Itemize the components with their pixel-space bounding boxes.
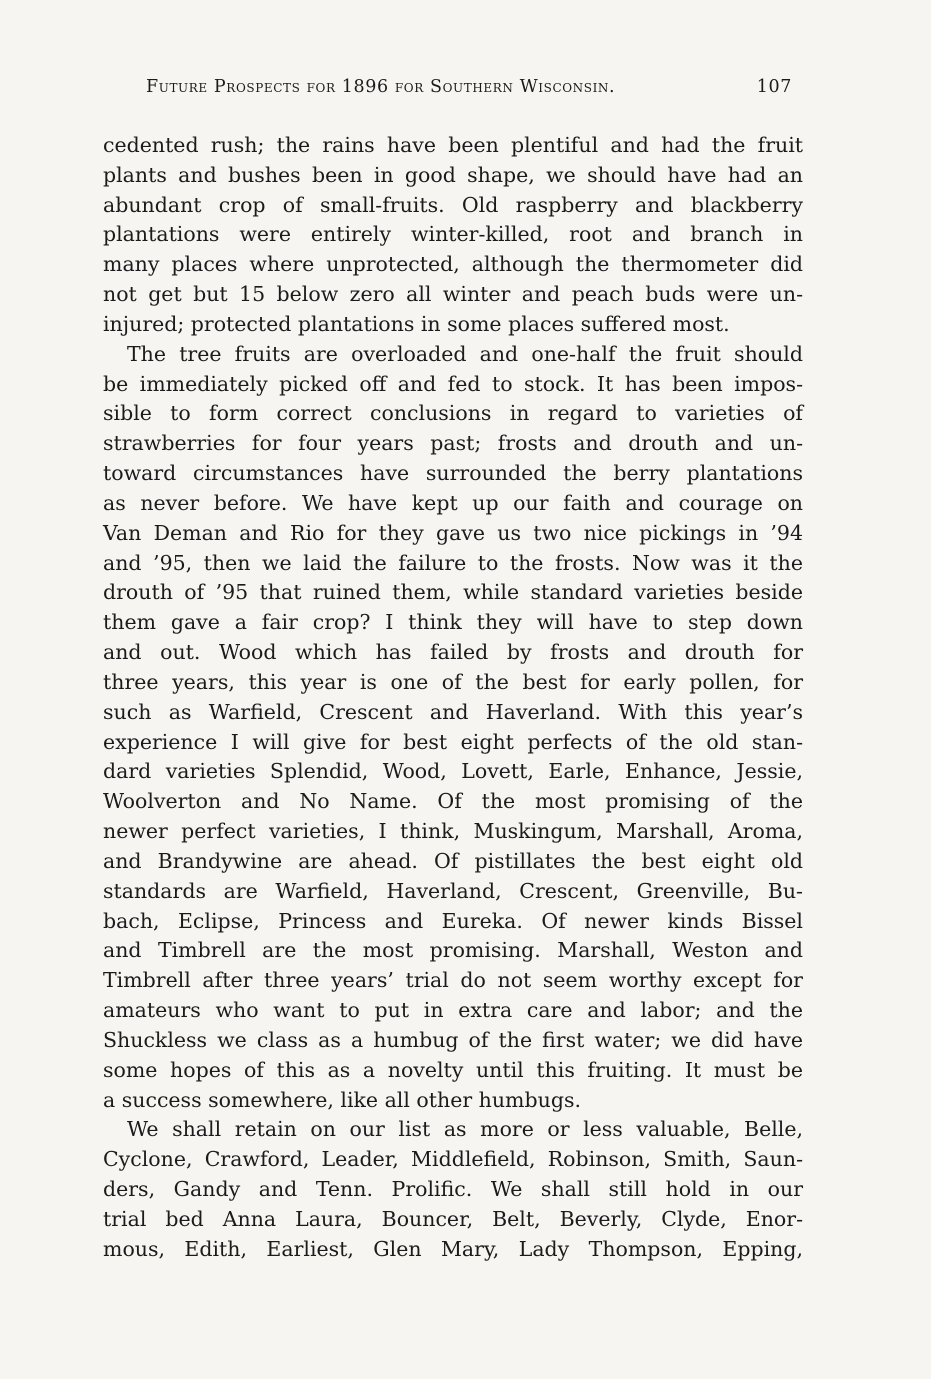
text-line: as never before. We have kept up our faith and courage on [103, 490, 803, 515]
text-line: drouth of ’95 that ruined them, while standard varieties beside [103, 580, 803, 605]
text-line: strawberries for four years past; frosts and drouth and un- [103, 431, 803, 456]
text-line: plants and bushes been in good shape, we should have had an [103, 162, 803, 187]
text-line: them gave a fair crop? I think they will have to step down [103, 610, 803, 635]
text-line: experience I will give for best eight perfects of the old stan- [103, 729, 803, 754]
text-line: plantations were entirely winter-killed, root and branch in [103, 222, 803, 247]
text-line: injured; protected plantations in some places suffered most. [103, 311, 730, 336]
text-line: newer perfect varieties, I think, Muskingum, Marshall, Aroma, [103, 819, 803, 844]
text-line: be immediately picked off and fed to stock. It has been impos- [103, 371, 803, 396]
text-line: Timbrell after three years’ trial do not seem worthy except for [103, 968, 803, 993]
text-line: mous, Edith, Earliest, Glen Mary, Lady Thompson, Epping, [103, 1236, 803, 1261]
text-line: bach, Eclipse, Princess and Eureka. Of newer kinds Bissel [103, 908, 803, 933]
text-line: a success somewhere, like all other humbugs. [103, 1087, 581, 1112]
text-line: and out. Wood which has failed by frosts and drouth for [103, 640, 803, 665]
page-number: 107 [756, 77, 792, 97]
text-line: Shuckless we class as a humbug of the first water; we did have [103, 1027, 803, 1052]
text-line: Woolverton and No Name. Of the most promising of the [103, 789, 803, 814]
text-line: three years, this year is one of the best for early pollen, for [103, 669, 803, 694]
text-line: cedented rush; the rains have been plentiful and had the fruit [103, 133, 803, 157]
text-line: ders, Gandy and Tenn. Prolific. We shall still hold in our [103, 1176, 803, 1201]
text-line: amateurs who want to put in extra care and labor; and the [103, 998, 803, 1023]
text-line: and Timbrell are the most promising. Marshall, Weston and [103, 938, 803, 963]
text-line: standards are Warfield, Haverland, Crescent, Greenville, Bu- [103, 878, 803, 903]
text-line: some hopes of this as a novelty until this fruiting. It must be [103, 1057, 803, 1082]
text-line: and Brandywine are ahead. Of pistillates the best eight old [103, 848, 803, 873]
text-line: dard varieties Splendid, Wood, Lovett, Earle, Enhance, Jessie, [103, 759, 803, 784]
text-line: Cyclone, Crawford, Leader, Middlefield, Robinson, Smith, Saun- [103, 1147, 803, 1172]
running-head-title: Future Prospects for 1896 for Southern Wisconsin. [146, 77, 616, 97]
text-line: and ’95, then we laid the failure to the frosts. Now was it the [103, 550, 803, 575]
text-line: many places where unprotected, although the thermometer did [103, 252, 803, 277]
text-line: abundant crop of small-fruits. Old raspberry and blackberry [103, 192, 803, 217]
text-line: such as Warfield, Crescent and Haverland. With this year’s [103, 699, 803, 724]
text-line: toward circumstances have surrounded the berry plantations [103, 461, 803, 486]
text-line: trial bed Anna Laura, Bouncer, Belt, Beverly, Clyde, Enor- [103, 1206, 803, 1231]
paragraph-start: We shall retain on our list as more or less valuable, Belle, [127, 1117, 803, 1142]
body-text [103, 131, 803, 1264]
text-line: Van Deman and Rio for they gave us two nice pickings in ’94 [103, 520, 803, 545]
paragraph-start: The tree fruits are overloaded and one-half the fruit should [127, 341, 803, 366]
text-line: not get but 15 below zero all winter and peach buds were un- [103, 282, 803, 307]
running-head [146, 77, 792, 103]
text-line: sible to form correct conclusions in regard to varieties of [103, 401, 803, 426]
